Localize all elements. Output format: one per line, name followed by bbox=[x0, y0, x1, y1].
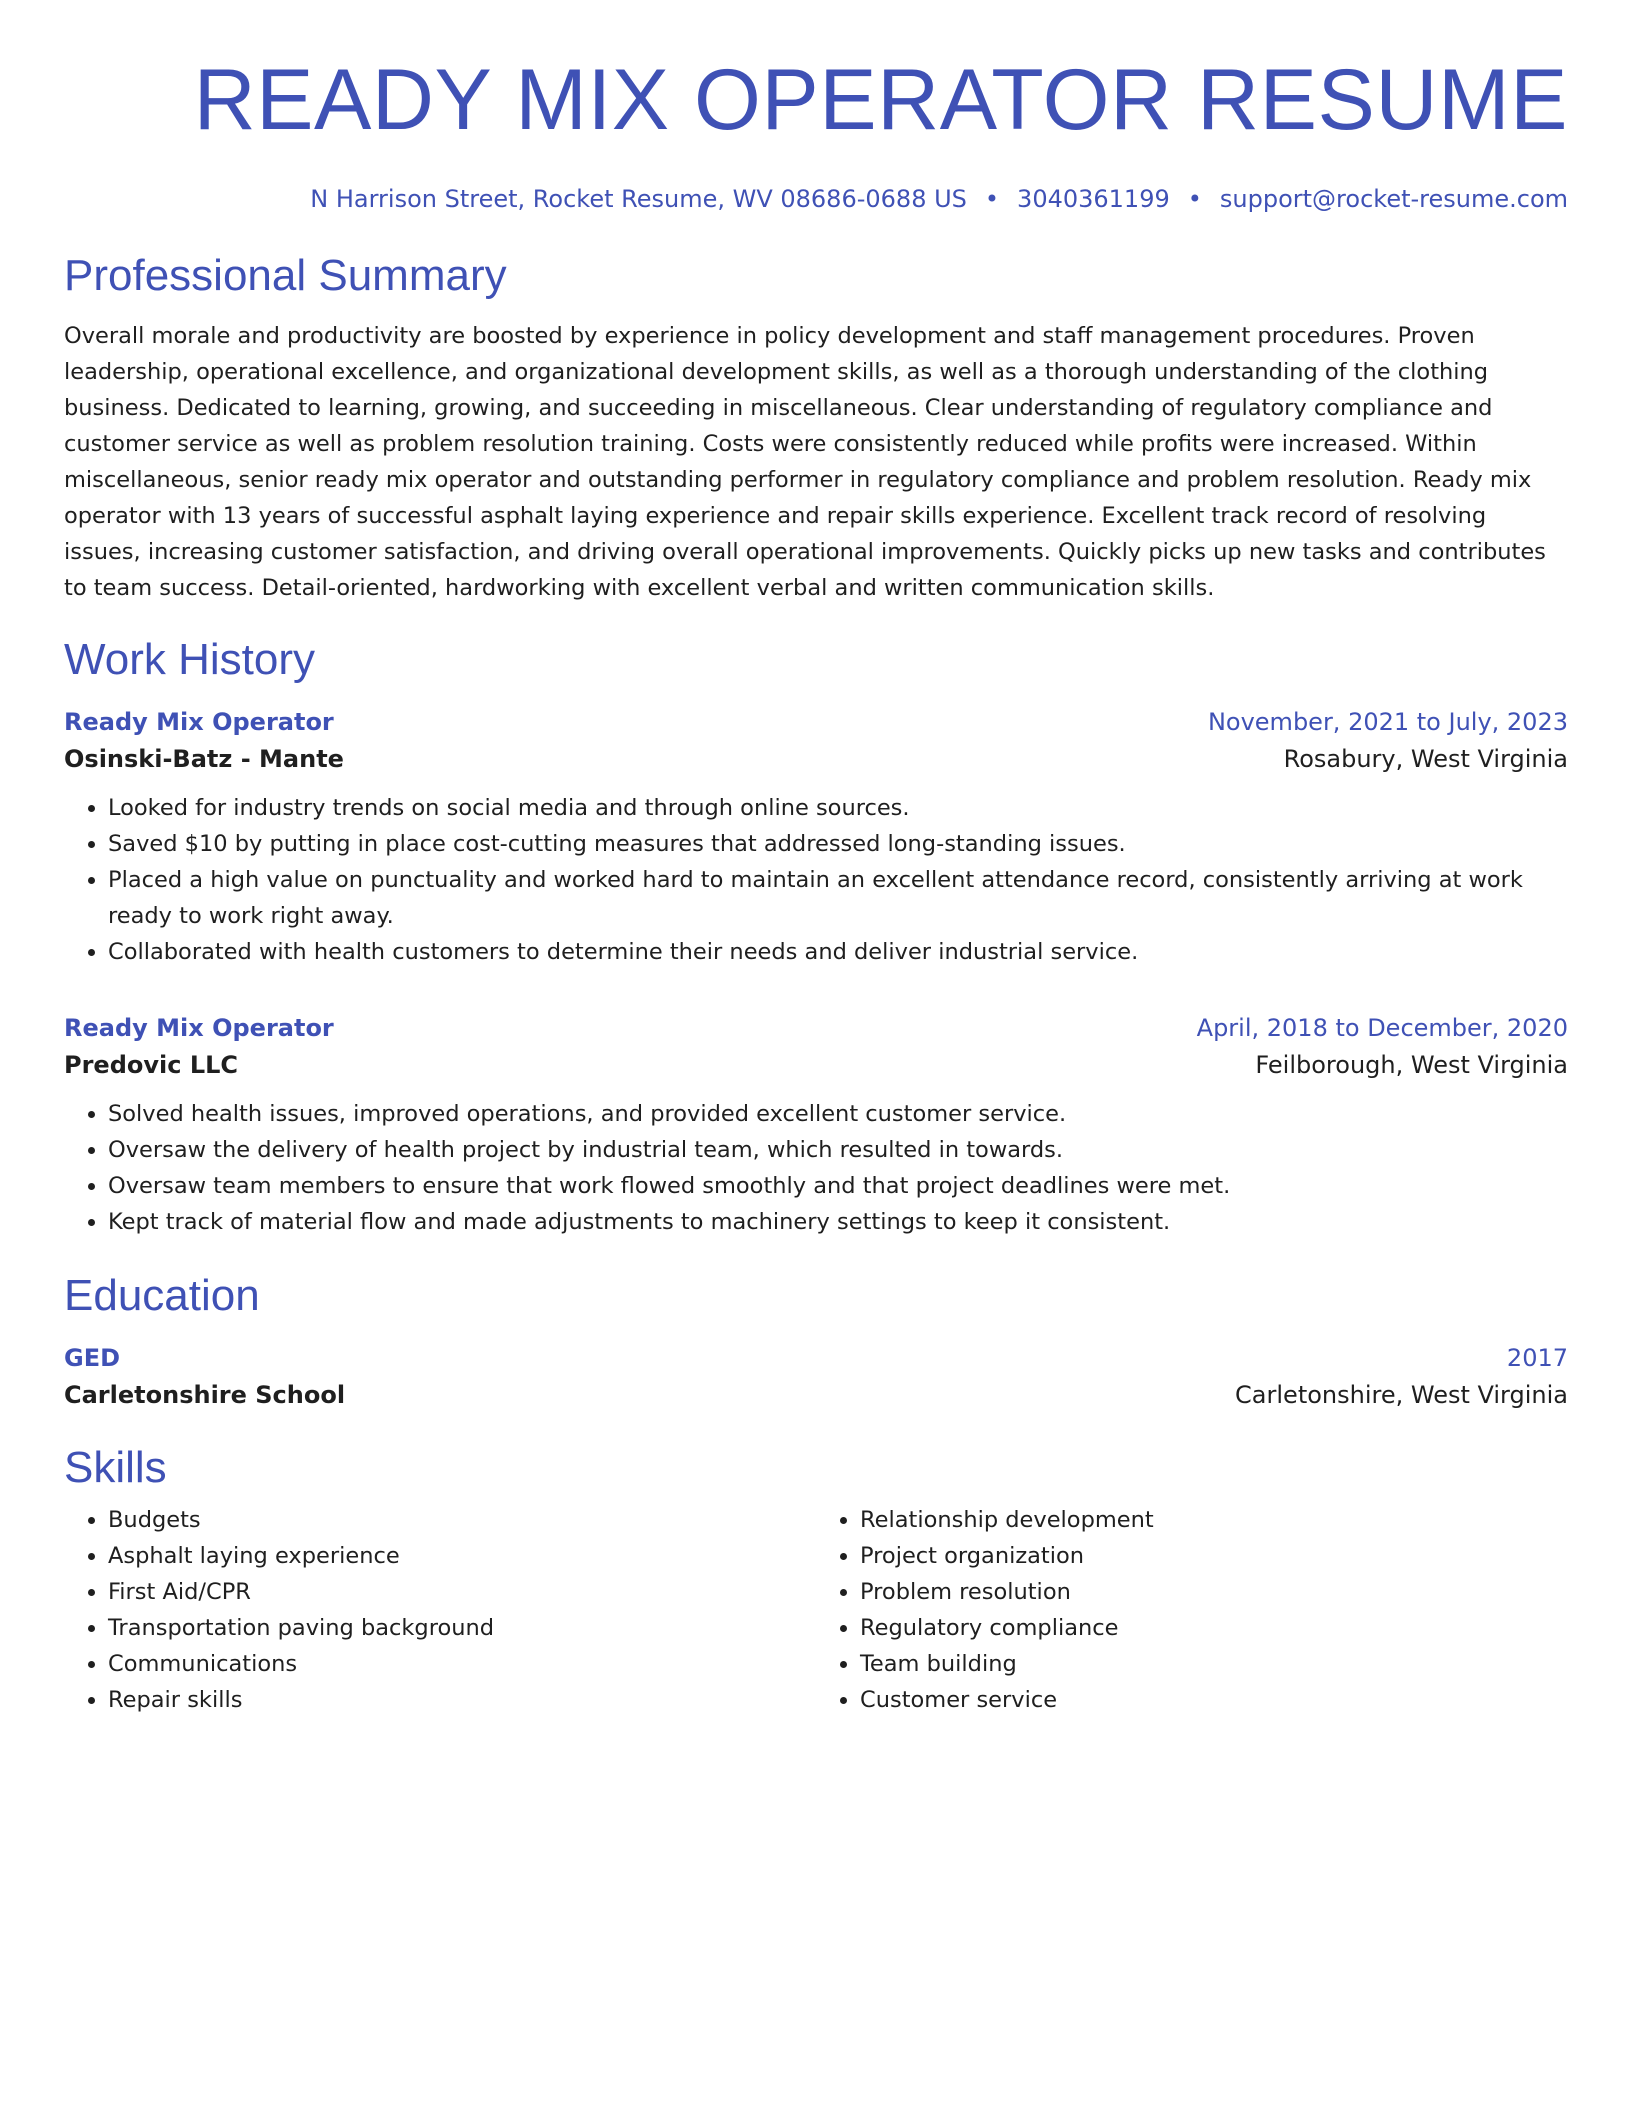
job-entry bbox=[64, 704, 1568, 970]
contact-line bbox=[64, 184, 1568, 214]
resume-header bbox=[64, 52, 1568, 214]
contact-address: N Harrison Street, Rocket Resume, WV 08686-0688 US bbox=[310, 185, 967, 213]
skill-item: • Relationship development bbox=[860, 1502, 1568, 1538]
section-title-summary: Professional Summary bbox=[64, 251, 507, 300]
skill-item: • Problem resolution bbox=[860, 1574, 1568, 1610]
section-title-skills: Skills bbox=[64, 1443, 167, 1492]
job-entry bbox=[64, 1010, 1568, 1240]
skill-item: • Regulatory compliance bbox=[860, 1610, 1568, 1646]
contact-phone: 3040361199 bbox=[1017, 185, 1170, 213]
job-location: Feilborough, West Virginia bbox=[1255, 1051, 1568, 1079]
skill-item: • Repair skills bbox=[108, 1682, 816, 1718]
education-header-row bbox=[64, 1340, 1568, 1376]
education-entry bbox=[64, 1340, 1568, 1414]
job-dates: November, 2021 to July, 2023 bbox=[1207, 708, 1568, 736]
job-bullet: • Solved health issues, improved operations, and provided excellent customer service. bbox=[108, 1096, 1568, 1132]
job-header-row bbox=[64, 704, 1568, 740]
section-title-work-history: Work History bbox=[64, 635, 315, 684]
resume-title: READY MIX OPERATOR RESUME bbox=[193, 52, 1568, 148]
skill-item: • Asphalt laying experience bbox=[108, 1538, 816, 1574]
skills-columns bbox=[64, 1502, 1568, 1718]
contact-separator: • bbox=[1187, 185, 1202, 213]
job-bullets bbox=[64, 790, 1568, 970]
job-role: Ready Mix Operator bbox=[64, 1014, 334, 1042]
job-company-row bbox=[64, 740, 1568, 778]
skill-item: • Transportation paving background bbox=[108, 1610, 816, 1646]
education-degree: GED bbox=[64, 1344, 121, 1372]
job-bullet: • Placed a high value on punctuality and worked hard to maintain an excellent attendance record, consistently arriving at work ready to work right away. bbox=[108, 862, 1568, 934]
job-bullets bbox=[64, 1096, 1568, 1240]
job-role: Ready Mix Operator bbox=[64, 708, 334, 736]
job-bullet: • Kept track of material flow and made adjustments to machinery settings to keep it consistent. bbox=[108, 1204, 1568, 1240]
skill-item: • Budgets bbox=[108, 1502, 816, 1538]
skill-item: • First Aid/CPR bbox=[108, 1574, 816, 1610]
skill-item: • Customer service bbox=[860, 1682, 1568, 1718]
job-bullet: • Oversaw team members to ensure that work flowed smoothly and that project deadlines were met. bbox=[108, 1168, 1568, 1204]
education-school: Carletonshire School bbox=[64, 1381, 346, 1409]
job-bullet: • Collaborated with health customers to determine their needs and deliver industrial service. bbox=[108, 934, 1568, 970]
education-location: Carletonshire, West Virginia bbox=[1235, 1381, 1568, 1409]
section-title-education: Education bbox=[64, 1271, 260, 1320]
job-bullet: • Looked for industry trends on social media and through online sources. bbox=[108, 790, 1568, 826]
skill-item: • Team building bbox=[860, 1646, 1568, 1682]
skill-item: • Project organization bbox=[860, 1538, 1568, 1574]
job-company-row bbox=[64, 1046, 1568, 1084]
job-bullet: • Saved $10 by putting in place cost-cutting measures that addressed long-standing issues. bbox=[108, 826, 1568, 862]
contact-separator: • bbox=[984, 185, 1000, 213]
job-bullet: • Oversaw the delivery of health project by industrial team, which resulted in towards. bbox=[108, 1132, 1568, 1168]
job-location: Rosabury, West Virginia bbox=[1283, 745, 1568, 773]
contact-email: support@rocket-resume.com bbox=[1219, 185, 1568, 213]
skill-item: • Communications bbox=[108, 1646, 816, 1682]
summary-text: Overall morale and productivity are boosted by experience in policy development and staff management procedures. Proven leadership, operational excellence, and organizational development skills, as well as a thorough understanding of the clothing business. Dedicated to learning, growing, and succeeding in miscellaneous. Clear understanding of regulatory compliance and customer service as well as problem resolution training. Costs were consistently reduced while profits were increased. Within miscellaneous, senior ready mix operator and outstanding performer in regulatory compliance and problem resolution. Ready mix operator with 13 years of successful asphalt laying experience and repair skills experience. Excellent track record of resolving issues, increasing customer satisfaction, and driving overall operational improvements. Quickly picks up new tasks and contributes to team success. Detail-oriented, hardworking with excellent verbal and written communication skills. bbox=[64, 323, 1546, 601]
job-dates: April, 2018 to December, 2020 bbox=[1196, 1014, 1568, 1042]
skills-list-left bbox=[64, 1502, 816, 1718]
education-year: 2017 bbox=[1506, 1344, 1568, 1372]
job-company: Predovic LLC bbox=[64, 1051, 239, 1079]
skills-list-right bbox=[816, 1502, 1568, 1718]
job-company: Osinski-Batz - Mante bbox=[64, 745, 344, 773]
job-header-row bbox=[64, 1010, 1568, 1046]
education-school-row bbox=[64, 1376, 1568, 1414]
